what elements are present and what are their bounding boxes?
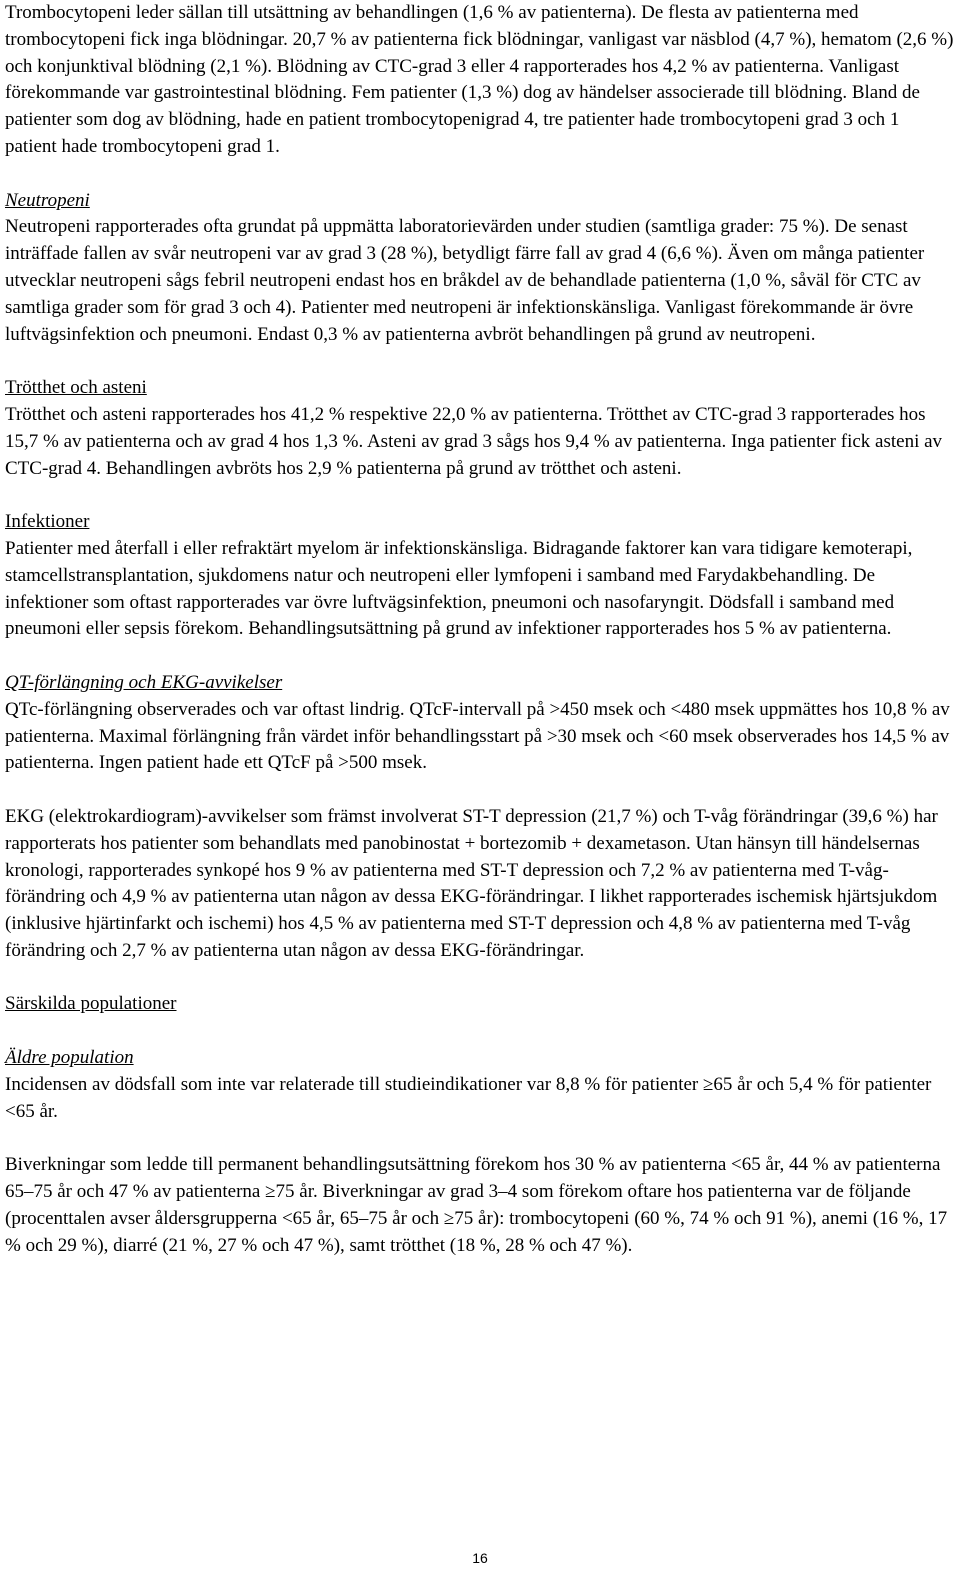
qt-paragraph-1: QTc-förlängning observerades och var oftast lindrig. QTcF-intervall på >450 msek och <480 msek uppmättes hos 10,8 % av patienterna. Maximal förlängning från värdet inför behandlingsstart på >30 msek och <60 msek observerades hos 14,5 % av patienterna. Ingen patient hade ett QTcF på >500 msek. (5, 698, 950, 774)
neutropeni-paragraph: Neutropeni rapporterades ofta grundat på uppmätta laboratorievärden under studien (samtliga grader: 75 %). De senast inträffade fallen av svår neutropeni var av grad 3 (28 %), betydligt färre fall av grad 4 (6,6 %). Även om många patienter utvecklar neutropeni sågs febril neutropeni endast hos en bråkdel av de behandlade patienterna (1,0 %, såväl för CTC av samtliga grader som för grad 3 och 4). Patienter med neutropeni är infektionskänsliga. Vanligast förekommande är övre luftvägsinfektion och pneumoni. Endast 0,3 % av patienterna avbröt behandlingen på grund av neutropeni. (5, 216, 925, 345)
infektioner-heading: Infektioner (5, 511, 90, 533)
trotthet-heading: Trötthet och asteni (5, 377, 147, 399)
aldre-paragraph-2: Biverkningar som ledde till permanent behandlingsutsättning förekom hos 30 % av patienterna <65 år, 44 % av patienterna 65–75 år och 47 % av patienterna ≥75 år. Biverkningar av grad 3–4 som förekom oftare hos patienterna var de följande (procenttalen avser åldersgrupperna <65 år, 65–75 år och ≥75 år): trombocytopeni (60 %, 74 % och 91 %), anemi (16 %, 17 % och 29 %), diarré (21 %, 27 % och 47 %), samt trötthet (18 %, 28 % och 47 %). (5, 1154, 948, 1256)
trotthet-paragraph: Trötthet och asteni rapporterades hos 41,2 % respektive 22,0 % av patienterna. Trötthet av CTC-grad 3 rapporterades hos 15,7 % av patienterna och av grad 4 hos 1,3 %. Asteni av grad 3 sågs hos 9,4 % av patienterna. Inga patienter fick asteni av CTC-grad 4. Behandlingen avbröts hos 2,9 % patienterna på grund av trötthet och asteni. (5, 403, 943, 479)
aldre-paragraph-1: Incidensen av dödsfall som inte var relaterade till studieindikationer var 8,8 % för patienter ≥65 år och 5,4 % för patienter <65 år. (5, 1073, 932, 1122)
sarskilda-heading: Särskilda populationer (5, 993, 177, 1015)
infektioner-paragraph: Patienter med återfall i eller refraktärt myelom är infektionskänsliga. Bidragande faktorer kan vara tidigare kemoterapi, stamcellstransplantation, sjukdomens natur och neutropeni eller lymfopeni i samband med Farydakbehandling. De infektioner som oftast rapporterades var övre luftvägsinfektion, pneumoni och nasofaryngit. Dödsfall i samband med pneumoni eller sepsis förekom. Behandlingsutsättning på grund av infektioner rapporterades hos 5 % av patienterna. (5, 537, 913, 640)
neutropeni-heading: Neutropeni (5, 189, 90, 211)
aldre-heading: Äldre population (5, 1047, 134, 1069)
document-page (5, 0, 955, 1259)
trombocytopeni-paragraph: Trombocytopeni leder sällan till utsättning av behandlingen (1,6 % av patienterna). De flesta av patienterna med trombocytopeni fick inga blödningar. 20,7 % av patienterna fick blödningar, vanligast var näsblod (4,7 %), hematom (2,6 %) och konjunktival blödning (2,1 %). Blödning av CTC-grad 3 eller 4 rapporterades hos 4,2 % av patienterna. Vanligast förekommande var gastrointestinal blödning. Fem patienter (1,3 %) dog av händelser associerade till blödning. Bland de patienter som dog av blödning, hade en patient trombocytopenigrad 4, tre patienter hade trombocytopeni grad 3 och 1 patient hade trombocytopeni grad 1. (5, 2, 954, 157)
ekg-paragraph: EKG (elektrokardiogram)-avvikelser som främst involverat ST-T depression (21,7 %) och T-våg förändringar (39,6 %) har rapporterats hos patienter som behandlats med panobinostat + bortezomib + dexametason. Utan hänsyn till händelsernas kronologi, rapporterades synkopé hos 9 % av patienterna med ST-T depression och 7,2 % av patienterna med T-våg-förändring och 4,9 % av patienterna utan någon av dessa EKG-förändringar. I likhet rapporterades ischemisk hjärtsjukdom (inklusive hjärtinfarkt och ischemi) hos 4,5 % av patienterna med ST-T depression och 4,8 % av patienterna med T-våg förändring och 2,7 % av patienterna utan någon av dessa EKG-förändringar. (5, 805, 938, 961)
page-number: 16 (472, 1550, 488, 1566)
qt-heading: QT-förlängning och EKG-avvikelser (5, 671, 283, 693)
